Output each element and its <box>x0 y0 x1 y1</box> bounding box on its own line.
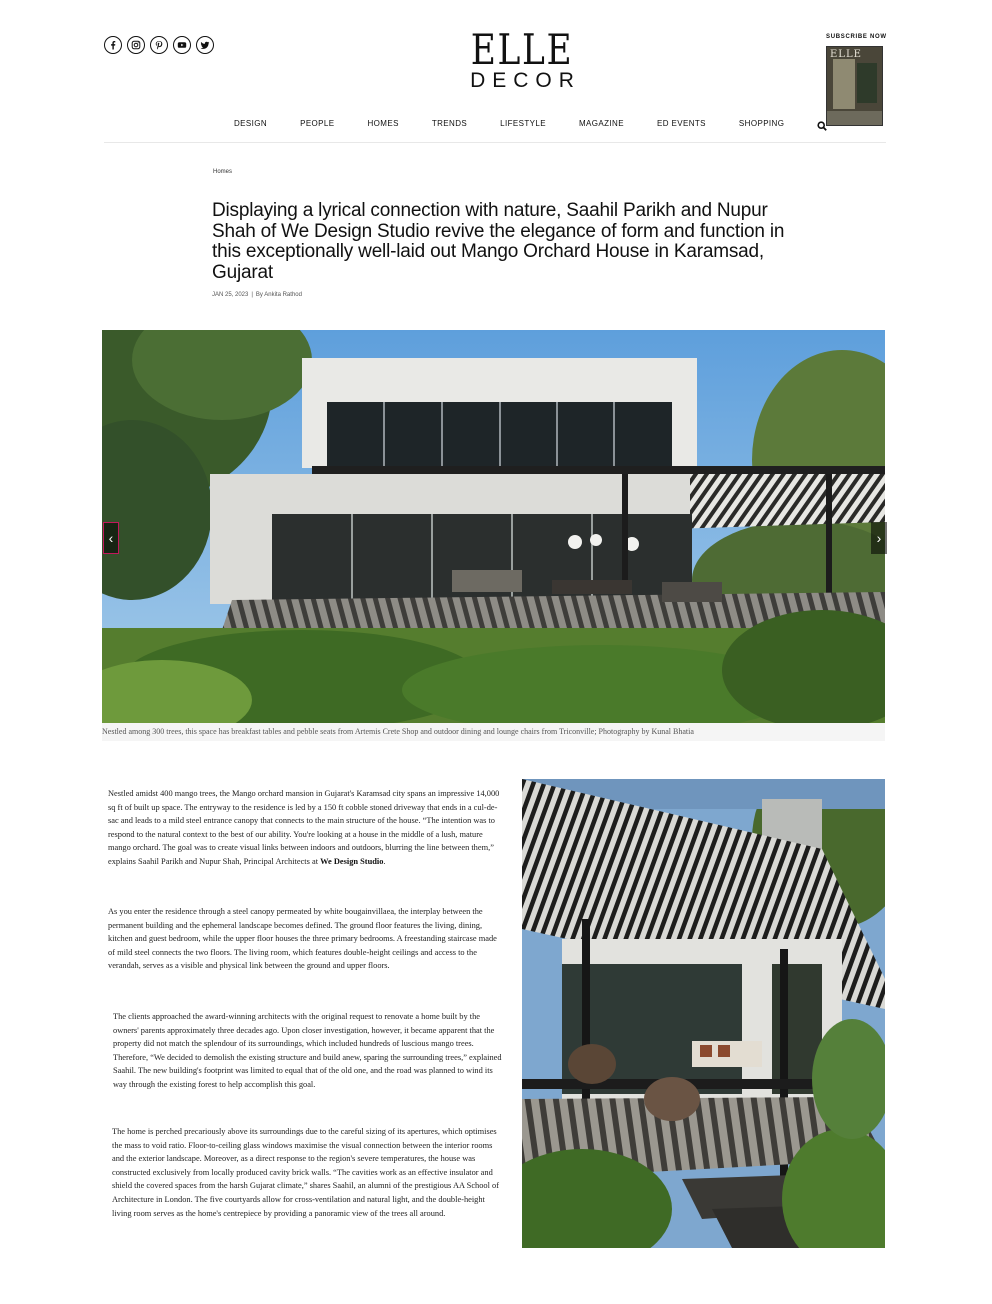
author-byline[interactable]: By Ankita Rathod <box>255 292 302 298</box>
meta-separator: | <box>251 292 253 298</box>
logo-decor: DECOR <box>470 69 581 92</box>
publish-date: JAN 25, 2023 <box>212 292 249 298</box>
article-meta <box>212 292 302 298</box>
slideshow-prev-button[interactable] <box>103 522 119 554</box>
search-icon[interactable] <box>817 118 827 128</box>
social-links <box>104 36 214 54</box>
nav-ed-events[interactable]: ED EVENTS <box>656 118 706 128</box>
hero-slide-image[interactable] <box>102 330 885 723</box>
instagram-icon[interactable] <box>127 36 145 54</box>
article-paragraph-1 <box>108 787 502 869</box>
cover-title: ELLE <box>830 49 862 60</box>
subscribe-label[interactable]: SUBSCRIBE NOW <box>826 34 887 40</box>
article-paragraph-3: The clients approached the award-winning architects with the original request to renovate a home built by the owners' parents approximately three decades ago. Upon closer investigation, however, it became apparent that the property did not match the splendour of its surroundings, which included hundreds of luscious mango trees. Therefore, “We decided to demolish the existing structure and build anew, sparing the surrounding trees,” explained Saahil. The new building's footprint was limited to equal that of the old one, and the road was planned to wind its way through the existing forest to help accomplish this goal. <box>113 1012 502 1089</box>
slideshow-next-button[interactable] <box>871 522 887 554</box>
twitter-icon[interactable] <box>196 36 214 54</box>
subscribe-promo[interactable] <box>826 34 888 126</box>
logo-elle: ELLE <box>470 25 574 74</box>
paragraph-1-end: . <box>383 856 386 866</box>
nav-magazine[interactable]: MAGAZINE <box>578 118 624 128</box>
nav-people[interactable]: PEOPLE <box>300 118 335 128</box>
breadcrumb[interactable]: Homes <box>213 169 233 175</box>
nav-homes[interactable]: HOMES <box>367 118 399 128</box>
article-paragraph-2: As you enter the residence through a steel canopy permeated by white bougainvillaea, the interplay between the permanent building and the ephemeral landscape becomes defined. The ground floor features the living, dining, kitchen and guest bedroom, while the upper floor houses the three primary bedrooms. A freestanding staircase made of mild steel connects the two floors. The living room, which features double-height ceilings and access to the verandah, serves as a visible and physical link between the ground and upper floors. <box>108 907 497 971</box>
nav-lifestyle[interactable]: LIFESTYLE <box>500 118 546 128</box>
facebook-icon[interactable] <box>104 36 122 54</box>
article-paragraph-4: The home is perched precariously above its surroundings due to the careful sizing of its apertures, which optimises the mass to void ratio. Floor-to-ceiling glass windows maximise the visual connection between the interior rooms and the exterior landscape. Moreover, as a direct response to the region's severe temperatures, the house was constructed exclusively from locally produced cavity brick walls. “The cavities work as an effective insulator and shield the covered spaces from the harsh Gujarat climate,” shares Saahil, an alumni of the prestigious AA School of Architecture in London. The five courtyards allow for cross-ventilation and natural light, and the double-height living room serves as the home's centrepiece by providing a panoramic view of the trees all around. <box>112 1127 500 1218</box>
article-title: Displaying a lyrical connection with nature, Saahil Parikh and Nupur Shah of We Design Studio revive the elegance of form and function in this exceptionally well-laid out Mango Orchard House in Karamsad, Gujarat <box>212 200 785 283</box>
nav-design[interactable]: DESIGN <box>234 118 268 128</box>
article-inline-image[interactable] <box>522 779 885 1248</box>
chevron-left-icon: ‹ <box>108 530 114 546</box>
paragraph-1-text: Nestled amidst 400 mango trees, the Mango orchard mansion in Gujarat's Karamsad city spans an impressive 14,000 sq ft of built up space. The entryway to the residence is led by a 150 ft cobble stoned driveway that ends in a cul-de-sac and leads to a mild steel entrance canopy that connects to the main structure of the house. “The intention was to respond to the natural context to the best of our ability. You're looking at a house in the middle of a lush, mature mango orchard. The goal was to create visual links between indoors and outdoors, blurring the line between them,” explains Saahil Parikh and Nupur Shah, Principal Architects at <box>108 789 500 866</box>
main-nav <box>234 118 827 128</box>
nav-trends[interactable]: TRENDS <box>431 118 468 128</box>
hero-caption: Nestled among 300 trees, this space has breakfast tables and pebble seats from Artemis Crete Shop and outdoor dining and lounge chairs from Triconville; Photography by Kunal Bhatia <box>102 723 885 741</box>
chevron-right-icon: › <box>876 530 882 546</box>
header-divider <box>104 142 886 143</box>
magazine-cover[interactable] <box>826 46 883 126</box>
pinterest-icon[interactable] <box>150 36 168 54</box>
youtube-icon[interactable] <box>173 36 191 54</box>
nav-shopping[interactable]: SHOPPING <box>738 118 785 128</box>
site-logo[interactable] <box>440 25 604 92</box>
we-design-studio-link[interactable]: We Design Studio <box>320 856 384 866</box>
